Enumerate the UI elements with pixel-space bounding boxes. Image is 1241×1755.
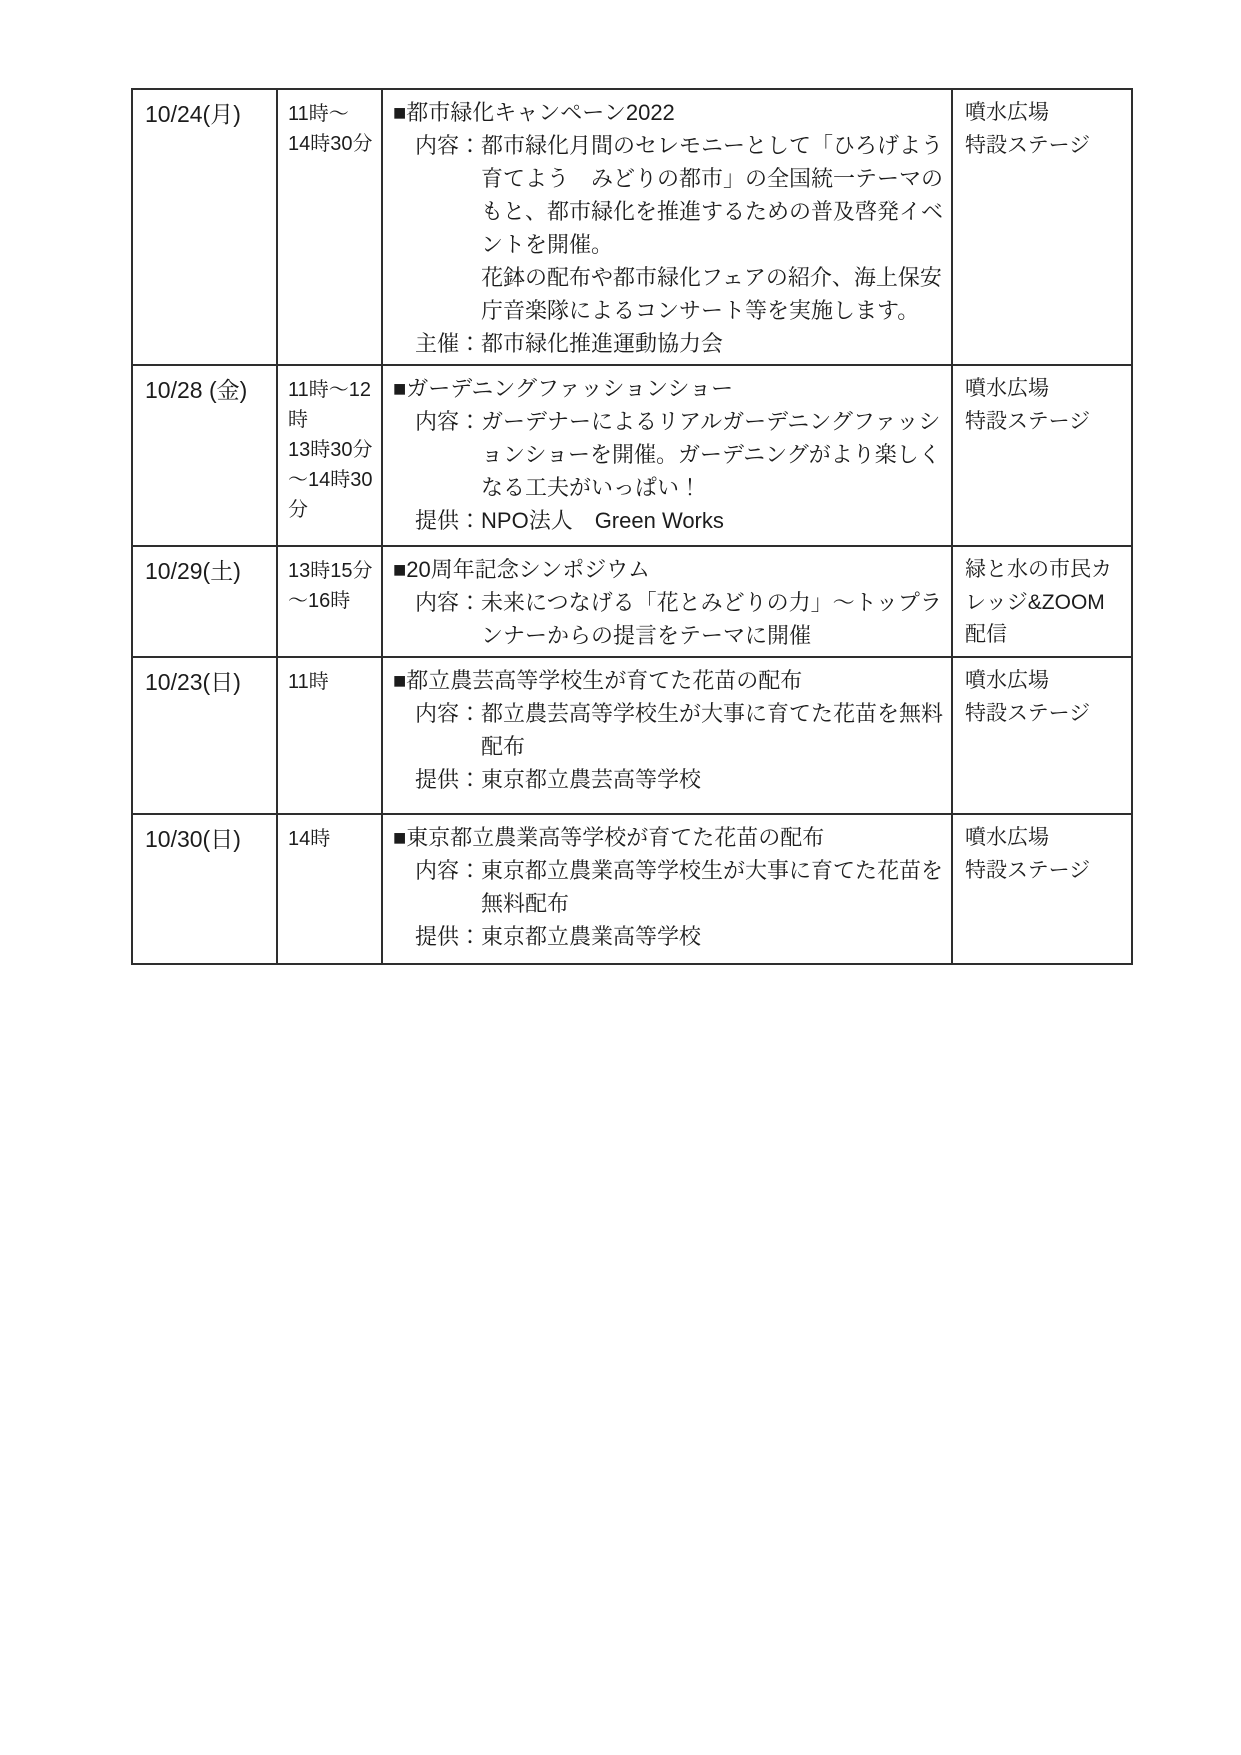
content-cell	[382, 546, 952, 657]
place-line: 緑と水の市民カレッジ&ZOOM配信	[965, 558, 1112, 647]
content-field	[415, 405, 941, 504]
table-row	[132, 365, 1132, 546]
content-field	[415, 763, 941, 796]
place-cell	[952, 657, 1132, 814]
field-text: 都市緑化推進運動協力会	[481, 331, 724, 356]
field-text: 東京都立農業高等学校生が大事に育てた花苗を無料配布	[481, 858, 944, 916]
place-line: 噴水広場	[965, 669, 1049, 692]
event-table	[131, 88, 1133, 965]
content-field	[415, 854, 944, 920]
table-row	[132, 657, 1132, 814]
date-cell: 10/28 (金)	[132, 365, 277, 546]
field-text: 都市緑化月間のセレモニーとして「ひろげよう 育てよう みどりの都市」の全国統一テーマのもと、都市緑化を推進するための普及啓発イベントを開催。	[481, 133, 944, 257]
time-cell	[277, 546, 382, 657]
time-line: 11時～12時	[288, 379, 372, 431]
content-field	[415, 697, 944, 763]
field-label: 提供：	[415, 508, 482, 533]
content-field	[415, 586, 941, 652]
time-line: 11時～	[288, 103, 349, 125]
field-text: 東京都立農芸高等学校	[481, 767, 702, 792]
time-cell	[277, 365, 382, 546]
date-cell: 10/23(日)	[132, 657, 277, 814]
field-label: 内容：	[415, 133, 482, 158]
place-cell	[952, 89, 1132, 365]
field-label: 主催：	[415, 331, 482, 356]
place-line: 特設ステージ	[965, 133, 1091, 157]
date-cell: 10/29(土)	[132, 546, 277, 657]
field-label: 内容：	[415, 590, 482, 615]
time-line: 11時	[288, 671, 329, 693]
place-line: 特設ステージ	[965, 701, 1091, 725]
event-title: ■20周年記念シンポジウム	[393, 557, 650, 582]
table-row	[132, 546, 1132, 657]
table-row	[132, 89, 1132, 365]
place-cell	[952, 546, 1132, 657]
content-field	[415, 504, 941, 537]
content-field	[415, 920, 941, 953]
content-field	[415, 129, 944, 261]
event-title: ■東京都立農業高等学校が育てた花苗の配布	[393, 825, 825, 850]
field-label: 提供：	[415, 924, 482, 949]
time-line: 14時	[288, 828, 331, 850]
continuation-text: 花鉢の配布や都市緑化フェアの紹介、海上保安庁音楽隊によるコンサート等を実施します。	[481, 265, 942, 323]
place-line: 特設ステージ	[965, 409, 1091, 433]
time-line: 13時15分～16時	[288, 560, 373, 612]
place-line: 噴水広場	[965, 377, 1049, 400]
event-title: ■ガーデニングファッションショー	[393, 376, 734, 401]
time-cell	[277, 814, 382, 964]
place-cell	[952, 365, 1132, 546]
event-schedule-section	[131, 88, 1131, 965]
content-cell	[382, 89, 952, 365]
table-row	[132, 814, 1132, 964]
content-cell	[382, 657, 952, 814]
field-text: 未来につなげる「花とみどりの力」～トップランナーからの提言をテーマに開催	[481, 590, 942, 648]
date-cell: 10/24(月)	[132, 89, 277, 365]
time-line: 14時30分	[288, 133, 373, 155]
field-label: 内容：	[415, 701, 482, 726]
content-cell	[382, 814, 952, 964]
time-cell	[277, 89, 382, 365]
place-cell	[952, 814, 1132, 964]
field-label: 内容：	[415, 858, 482, 883]
time-cell	[277, 657, 382, 814]
place-line: 噴水広場	[965, 101, 1049, 124]
field-label: 内容：	[415, 409, 482, 434]
event-table-body	[132, 89, 1132, 964]
field-label: 提供：	[415, 767, 482, 792]
event-title: ■都市緑化キャンペーン2022	[393, 100, 675, 125]
content-field	[415, 327, 941, 360]
field-text: 都立農芸高等学校生が大事に育てた花苗を無料配布	[481, 701, 944, 759]
date-cell: 10/30(日)	[132, 814, 277, 964]
content-cell	[382, 365, 952, 546]
field-text: ガーデナーによるリアルガーデニングファッションショーを開催。ガーデニングがより楽しくなる工夫がいっぱい！	[481, 409, 941, 500]
time-line: 13時30分～14時30分	[288, 439, 373, 521]
field-text: NPO法人 Green Works	[481, 508, 724, 533]
place-line: 噴水広場	[965, 826, 1049, 849]
field-text: 東京都立農業高等学校	[481, 924, 702, 949]
event-title: ■都立農芸高等学校生が育てた花苗の配布	[393, 668, 803, 693]
place-line: 特設ステージ	[965, 858, 1091, 882]
